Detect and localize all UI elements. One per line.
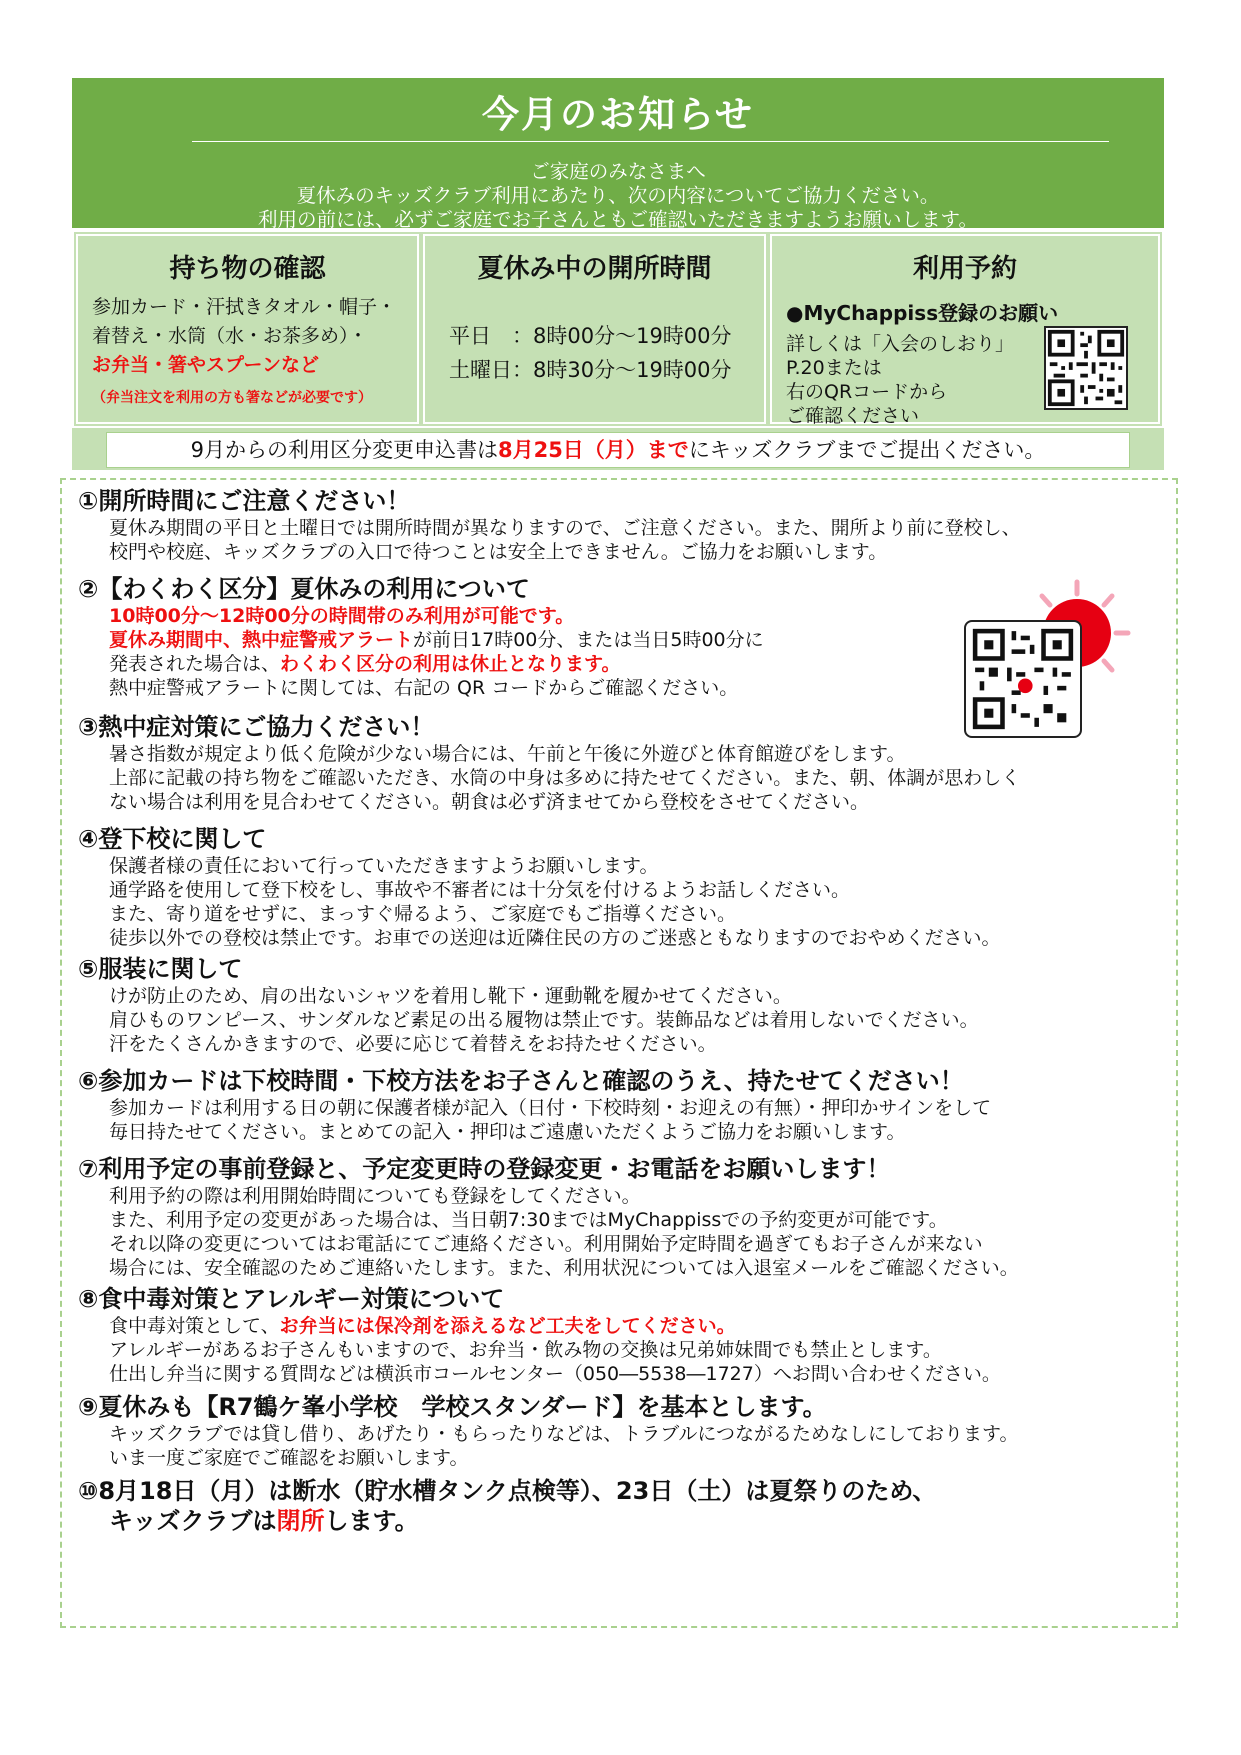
- section-text: 夏休み期間の平日と土曜日では開所時間が異なりますので、ご注意ください。また、開所より前に登校し、: [109, 517, 1021, 539]
- section-text: わくわく区分の利用は休止となります。: [280, 653, 621, 675]
- section-text: が前日17時00分、または当日5時00分に: [413, 629, 764, 651]
- section-5: [78, 954, 1158, 1056]
- section-8: [78, 1284, 1158, 1386]
- section-text: アレルギーがあるお子さんもいますので、お弁当・飲み物の交換は兄弟姉妹間でも禁止とします。: [109, 1339, 942, 1361]
- section-text: 発表された場合は、: [109, 653, 281, 675]
- section-text: 夏休み期間中、熱中症警戒アラート: [109, 629, 414, 651]
- greeting: ご家庭のみなさまへ: [530, 160, 706, 183]
- section-text: 校門や校庭、キッズクラブの入口で待つことは安全上できません。ご協力をお願いします。: [109, 541, 888, 563]
- items-note: （弁当注文を利用の方も箸などが必要です）: [92, 390, 372, 406]
- reserve-line-1: 詳しくは「入会のしおり」: [786, 333, 1015, 355]
- section-text: 場合には、安全確認のためご連絡いたします。また、利用状況については入退室メールをご確認ください。: [109, 1257, 1019, 1279]
- section-heading: ④登下校に関して: [78, 825, 267, 853]
- section-heading: ⑩8月18日（月）は断水（貯水槽タンク点検等）、23日（土）は夏祭りのため、: [78, 1477, 937, 1505]
- hours-box: [423, 234, 766, 424]
- notice-content: [60, 478, 1178, 1628]
- page-title: 今月のお知らせ: [482, 93, 754, 136]
- section-text: 食中毒対策として、: [109, 1315, 280, 1337]
- section-9: [78, 1392, 1158, 1470]
- items-line-2: 着替え・水筒（水・お茶多め）・: [92, 325, 368, 347]
- section-text: 利用予約の際は利用開始時間についても登録をしてください。: [109, 1185, 641, 1207]
- section-text: 毎日持たせてください。まとめての記入・押印はご遠慮いただくようご協力をお願いします。: [109, 1121, 906, 1143]
- section-text: 保護者様の責任において行っていただきますようお願いします。: [109, 855, 659, 877]
- section-heading: ⑧食中毒対策とアレルギー対策について: [78, 1285, 505, 1313]
- section-text: また、利用予定の変更があった場合は、当日朝7:30まではMyChappissでの予約変更が可能です。: [109, 1209, 948, 1231]
- section-heading: ⑥参加カードは下校時間・下校方法をお子さんと確認のうえ、持たせてください！: [78, 1067, 964, 1095]
- saturday-hours: 土曜日：8時30分～19時00分: [449, 358, 732, 382]
- deadline-post: にキッズクラブまでご提出ください。: [688, 438, 1046, 462]
- mychappiss-qr-code-icon[interactable]: [1044, 326, 1128, 410]
- heat-alert-qr-code-icon[interactable]: [964, 620, 1082, 738]
- section-text: 通学路を使用して登下校をし、事故や不審者には十分気を付けるようお話しください。: [109, 879, 851, 901]
- section-text: 熱中症警戒アラートに関しては、右記の QR コードからご確認ください。: [109, 677, 739, 699]
- items-line-3: お弁当・箸やスプーンなど: [92, 354, 320, 376]
- section-4: [78, 824, 1158, 950]
- section-text: 仕出し弁当に関する質問などは横浜市コールセンター（050―5538―1727）へお問い合わせください。: [109, 1363, 1001, 1385]
- section-heading: ②【わくわく区分】夏休みの利用について: [78, 575, 530, 603]
- section-heading: ③熱中症対策にご協力ください！: [78, 713, 435, 741]
- deadline-date: 8月25日（月）まで: [497, 438, 689, 462]
- weekday-hours: 平日 ：8時00分～19時00分: [449, 324, 732, 348]
- section-heading: ⑦利用予定の事前登録と、予定変更時の登録変更・お電話をお願いします！: [78, 1155, 891, 1183]
- hours-title: 夏休み中の開所時間: [477, 254, 712, 284]
- intro-line-2: 利用の前には、必ずご家庭でお子さんともご確認いただきますようお願いします。: [258, 208, 978, 231]
- section-text: それ以降の変更についてはお電話にてご連絡ください。利用開始予定時間を過ぎてもお子さんが来ない: [109, 1233, 983, 1255]
- section-heading: ⑨夏休みも【R7鶴ケ峯小学校 学校スタンダード】を基本とします。: [78, 1393, 827, 1421]
- header-divider: [192, 141, 1109, 142]
- section-text: 10時00分～12時00分の時間帯のみ利用が可能です。: [109, 605, 575, 627]
- items-title: 持ち物の確認: [169, 254, 326, 284]
- section-text: します。: [324, 1507, 419, 1535]
- reserve-line-4: ご確認ください: [786, 405, 920, 427]
- section-heading: ⑤服装に関して: [78, 955, 243, 983]
- info-boxes: [72, 234, 1164, 427]
- section-text: お弁当には保冷剤を添えるなど工夫をしてください。: [279, 1315, 736, 1337]
- section-10: [78, 1476, 1158, 1536]
- section-text: 参加カードは利用する日の朝に保護者様が記入（日付・下校時刻・お迎えの有無）・押印かサインをして: [109, 1097, 992, 1119]
- section-text: いま一度ご家庭でご確認をお願いします。: [109, 1447, 469, 1469]
- section-text: 徒歩以外での登校は禁止です。お車での送迎は近隣住民の方のご迷惑ともなりますのでおやめください。: [109, 927, 1001, 949]
- section-text: キッズクラブでは貸し借り、あげたり・もらったりなどは、トラブルにつながるためなしにしております。: [109, 1423, 1019, 1445]
- section-text: キッズクラブは: [109, 1507, 277, 1535]
- items-line-1: 参加カード・汗拭きタオル・帽子・: [92, 296, 397, 318]
- deadline-pre: 9月からの利用区分変更申込書は: [190, 438, 498, 462]
- section-text: 閉所: [276, 1507, 325, 1535]
- reserve-title: 利用予約: [912, 254, 1017, 284]
- section-7: [78, 1154, 1158, 1280]
- reserve-line-2: P.20または: [786, 357, 882, 379]
- reserve-subtitle: ●MyChappiss登録のお願い: [786, 301, 1059, 325]
- section-text: また、寄り道をせずに、まっすぐ帰るよう、ご家庭でもご指導ください。: [109, 903, 737, 925]
- section-1: [78, 486, 1158, 564]
- section-text: 暑さ指数が規定より低く危険が少ない場合には、午前と午後に外遊びと体育館遊びをします。: [109, 743, 906, 765]
- section-text: 上部に記載の持ち物をご確認いただき、水筒の中身は多めに持たせてください。また、朝、体調が思わしく: [109, 767, 1021, 789]
- section-text: けが防止のため、肩の出ないシャツを着用し靴下・運動靴を履かせてください。: [109, 985, 792, 1007]
- reserve-line-3: 右のQRコードから: [786, 381, 948, 403]
- intro-line-1: 夏休みのキッズクラブ利用にあたり、次の内容についてご協力ください。: [296, 184, 940, 207]
- section-text: 肩ひものワンピース、サンダルなど素足の出る履物は禁止です。装飾品などは着用しないでください。: [109, 1009, 979, 1031]
- section-6: [78, 1066, 1158, 1144]
- section-text: ない場合は利用を見合わせてください。朝食は必ず済ませてから登校をさせてください。: [109, 791, 870, 813]
- notice-header: [72, 78, 1164, 231]
- section-heading: ①開所時間にご注意ください！: [78, 487, 411, 515]
- reserve-box: [770, 234, 1160, 427]
- deadline-banner: [72, 428, 1164, 470]
- section-text: 汗をたくさんかきますので、必要に応じて着替えをお持たせください。: [109, 1033, 717, 1055]
- items-box: [76, 234, 419, 424]
